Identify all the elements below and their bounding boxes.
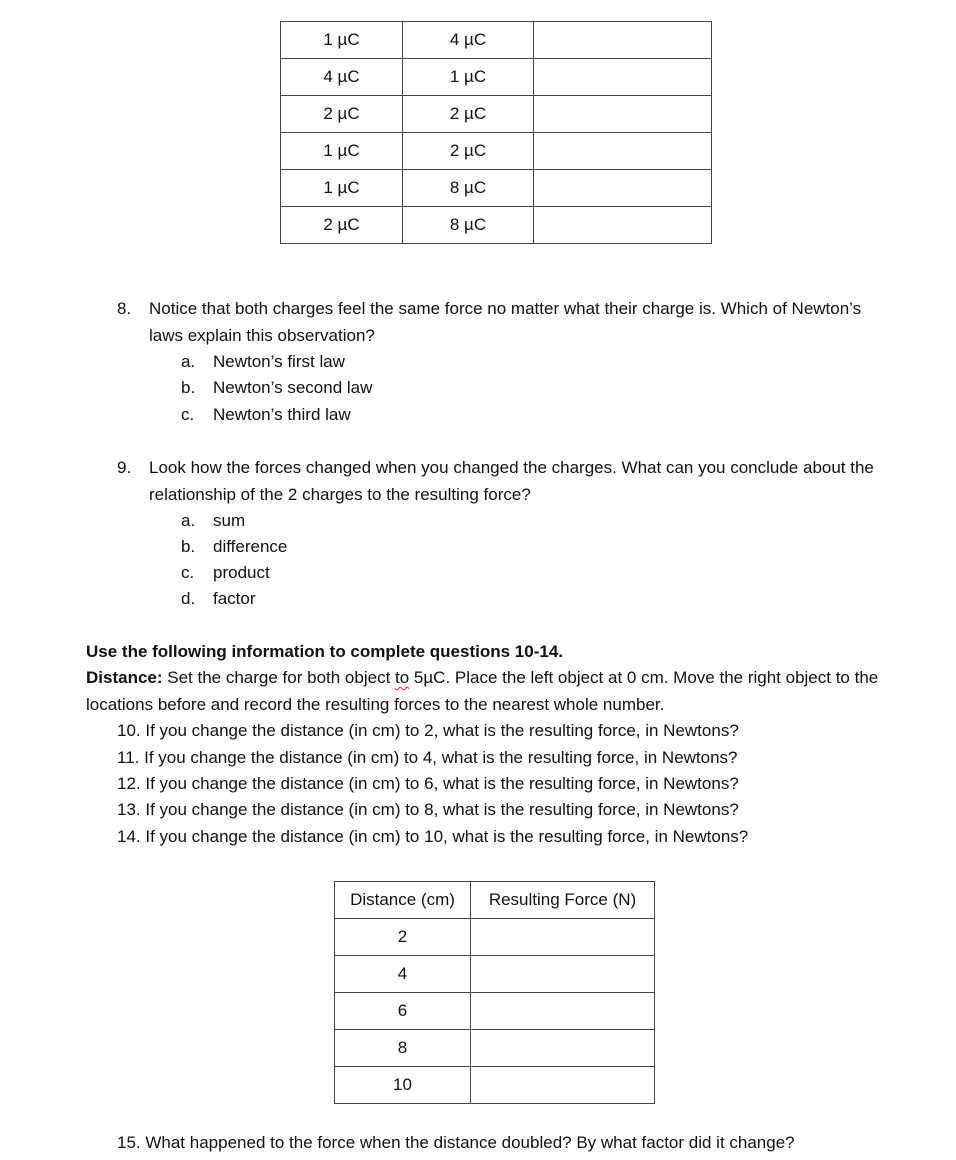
option-letter: d.: [181, 589, 196, 608]
question-15: 15. What happened to the force when the distance doubled? By what factor did it change?: [117, 1133, 795, 1152]
option-text: product: [213, 563, 270, 582]
force-answer-cell[interactable]: [471, 993, 655, 1030]
option-text: Newton’s first law: [213, 352, 345, 371]
force-answer-cell[interactable]: [534, 96, 712, 133]
charge1-cell: 2 µC: [281, 96, 403, 133]
charge2-cell: 4 µC: [403, 22, 534, 59]
charge2-cell: 2 µC: [403, 96, 534, 133]
question-11: 11. If you change the distance (in cm) to 4, what is the resulting force, in Newtons?: [117, 748, 738, 767]
table-row: [281, 133, 712, 170]
force-answer-cell[interactable]: [471, 1067, 655, 1104]
instructions-text-pre: Set the charge for both object: [162, 668, 396, 687]
option-text: difference: [213, 537, 288, 556]
distance-cell: 8: [335, 1030, 471, 1067]
distance-label: Distance:: [86, 668, 163, 687]
table-row: [281, 170, 712, 207]
option-letter: b.: [181, 537, 196, 556]
section-heading: Use the following information to complete questions 10-14.: [86, 642, 563, 661]
distance-cell: 10: [335, 1067, 471, 1104]
charge1-cell: 2 µC: [281, 207, 403, 244]
force-answer-cell[interactable]: [471, 956, 655, 993]
table-row: [335, 993, 655, 1030]
question-text: Notice that both charges feel the same force no matter what their charge is. Which of Newton’s laws explain this observation?: [149, 299, 862, 345]
question-12: 12. If you change the distance (in cm) to 6, what is the resulting force, in Newtons?: [117, 774, 739, 793]
charge2-cell: 1 µC: [403, 59, 534, 96]
option-text: Newton’s second law: [213, 378, 373, 397]
option-letter: b.: [181, 378, 196, 397]
table-row: [281, 96, 712, 133]
option-text: factor: [213, 589, 256, 608]
instructions-text-post: 5µC. Place the left object at 0 cm. Move the right object to the locations before and record the resulting forces to the nearest whole number.: [86, 668, 879, 714]
question-8: [117, 296, 917, 350]
option-letter: c.: [181, 405, 195, 424]
force-answer-cell[interactable]: [471, 919, 655, 956]
question-number: 8.: [117, 299, 132, 318]
charge1-cell: 1 µC: [281, 133, 403, 170]
option-letter: a.: [181, 511, 196, 530]
table-row: [335, 1067, 655, 1104]
spellcheck-flagged-word: to: [395, 668, 410, 687]
option-text: sum: [213, 511, 246, 530]
distance-instructions: [86, 665, 886, 718]
option-letter: a.: [181, 352, 196, 371]
force-answer-cell[interactable]: [534, 59, 712, 96]
distance-force-table: [334, 881, 655, 1104]
option-text: Newton’s third law: [213, 405, 351, 424]
table-row: [335, 1030, 655, 1067]
table-row: [281, 59, 712, 96]
force-answer-cell[interactable]: [534, 22, 712, 59]
question-10: 10. If you change the distance (in cm) to 2, what is the resulting force, in Newtons?: [117, 721, 739, 740]
distance-column-header: Distance (cm): [335, 882, 471, 919]
charge-table: [280, 21, 712, 244]
table-row: [335, 919, 655, 956]
option-letter: c.: [181, 563, 195, 582]
question-number: 9.: [117, 458, 132, 477]
charge1-cell: 1 µC: [281, 22, 403, 59]
table-row: [281, 22, 712, 59]
charge1-cell: 4 µC: [281, 59, 403, 96]
table-row: [281, 207, 712, 244]
question-13: 13. If you change the distance (in cm) to 8, what is the resulting force, in Newtons?: [117, 800, 739, 819]
question-9: [117, 455, 917, 509]
question-text: Look how the forces changed when you changed the charges. What can you conclude about the relationship of the 2 charges to the resulting force?: [149, 458, 874, 504]
charge2-cell: 8 µC: [403, 207, 534, 244]
charge1-cell: 1 µC: [281, 170, 403, 207]
charge2-cell: 8 µC: [403, 170, 534, 207]
force-answer-cell[interactable]: [534, 170, 712, 207]
force-column-header: Resulting Force (N): [471, 882, 655, 919]
distance-cell: 6: [335, 993, 471, 1030]
distance-cell: 4: [335, 956, 471, 993]
table-row: [335, 956, 655, 993]
charge2-cell: 2 µC: [403, 133, 534, 170]
force-answer-cell[interactable]: [471, 1030, 655, 1067]
question-14: 14. If you change the distance (in cm) to 10, what is the resulting force, in Newtons?: [117, 827, 749, 846]
force-answer-cell[interactable]: [534, 133, 712, 170]
distance-cell: 2: [335, 919, 471, 956]
force-answer-cell[interactable]: [534, 207, 712, 244]
table-header-row: [335, 882, 655, 919]
